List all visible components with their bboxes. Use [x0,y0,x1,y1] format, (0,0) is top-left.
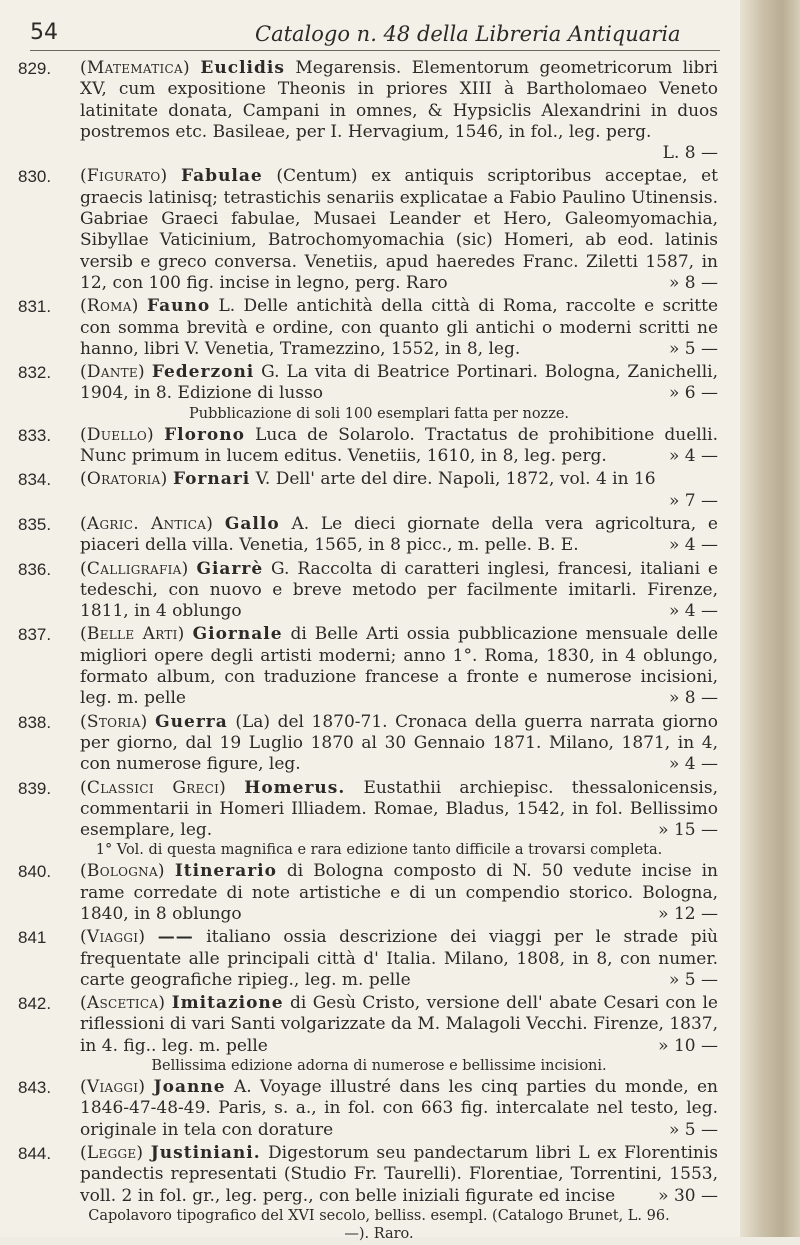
entry-price: » 6 — [668,383,718,404]
entry-subject: (Matematica) [80,58,190,78]
entry-author: —— [157,927,194,948]
entry-number: 834. [18,470,52,490]
entry-author: Giornale [192,624,283,645]
entry-subject: (Roma) [80,296,139,317]
entry-price: » 4 — [668,754,718,775]
entry-subject: (Storia) [80,711,148,732]
entry-price: L. 8 — [662,143,718,164]
catalogue-entry [18,778,718,860]
entry-note: 1° Vol. di questa magnifica e rara edizione tanto difficile a trovarsi completa. [95,842,663,859]
entry-author: Gallo [224,513,280,534]
entry-description: Eustathii archiepisc. thessalonicensis, commentarii in Homeri Illiadem. Romae, Bladus, 1542, in fol. Bellissimo esemplare, leg. [80,777,719,841]
entry-description: L. Delle antichità della città di Roma, raccolte e scritte con somma brevità e ordine, con quanto gli antichi o moderni scritti ne hanno, libri V. Venetia, Tramezzino, 1552, in 8, leg. [80,296,718,359]
entry-subject: (Bologna) [80,861,165,882]
page-edge [740,0,800,1237]
entry-subject: (Duello) [80,424,154,445]
entry-number: 832. [18,363,52,383]
entry-author: Justiniani. [150,1142,261,1163]
entry-note: Bellissima edizione adorna di numerose e bellissime incisioni. [151,1058,607,1075]
entry-number: 831. [18,297,52,317]
entry-author: Fornari [172,469,251,490]
entry-subject: (Figurato) [80,166,168,187]
entry-description: V. Dell' arte del dire. Napoli, 1872, vol. 4 in 16 [250,469,656,490]
entry-subject: (Ascetica) [80,993,166,1014]
catalogue-entry [18,58,718,164]
catalogue-entry [18,861,718,925]
entry-author: Homerus. [244,777,346,798]
entry-price: » 15 — [658,820,718,841]
page-header [30,14,720,51]
entry-price: » 7 — [668,490,718,511]
entry-number: 836. [18,559,52,579]
entry-price: » 4 — [668,446,718,467]
entry-price: » 10 — [658,1035,718,1056]
entry-subject: (Viaggi) [80,927,146,948]
entry-description: A. Voyage illustré dans les cinq parties du monde, en 1846-47-48-49. Paris, s. a., in fol. con 663 fig. intercalate nel testo, leg. originale in tela con dorature [80,1077,718,1140]
entry-price: » 8 — [668,688,718,709]
entry-author: Itinerario [174,861,277,882]
entry-author: Fabulae [181,166,263,187]
entry-price: » 5 — [668,969,718,990]
entry-number: 835. [18,514,52,534]
catalogue-entry [18,1077,718,1141]
entry-price: » 30 — [658,1185,718,1206]
entry-subject: (Dante) [80,362,145,383]
page-number: 54 [30,20,58,45]
catalogue-entry [18,624,718,709]
entry-number: 844. [18,1143,52,1163]
entry-subject: (Oratoria) [80,469,168,490]
entry-description: italiano ossia descrizione dei viaggi per le strade più frequentate alle principali città d' Italia. Milano, 1808, in 8, con numer. carte geografiche ripieg., leg. m. pelle [80,927,718,990]
entry-number: 841 [18,928,47,948]
catalogue-entry [18,296,718,360]
entry-number: 830. [18,167,52,187]
entry-price: » 12 — [658,903,718,924]
entry-author: Florono [164,424,245,445]
entry-subject: (Classici Greci) [80,777,227,798]
entry-price: » 4 — [668,535,718,556]
catalogue-entry [18,425,718,468]
entry-price: » 8 — [668,272,718,293]
running-title: Catalogo n. 48 della Libreria Antiquaria [255,22,681,46]
entry-note: Pubblicazione di soli 100 esemplari fatta per nozze. [188,405,570,422]
entry-subject: (Calligrafia) [80,558,189,579]
entry-author: Imitazione [171,993,284,1014]
entry-description: G. La vita di Beatrice Portinari. Bologna, Zanichelli, 1904, in 8. Edizione di lusso [80,362,719,404]
entry-author: Guerra [155,711,228,732]
entry-description: A. Le dieci giornate della vera agricoltura, e piaceri della villa. Venetia, 1565, in 8 picc., m. pelle. B. E. [80,513,718,556]
entry-subject: (Viaggi) [80,1077,146,1098]
entry-number: 840. [18,862,52,882]
catalogue-entry [18,559,718,623]
entry-author: Fauno [146,296,211,317]
entry-description: di Gesù Cristo, versione dell' abate Cesari con le riflessioni di vari Santi volgarizzate da M. Malagoli Vecchi. Firenze, 1837, in 4. fig.. leg. m. pelle [80,993,718,1056]
entry-description: G. Raccolta di caratteri inglesi, francesi, italiani e tedeschi, con nuovo e breve metodo per facilmente imitarli. Firenze, 1811, in 4 oblungo [80,558,718,622]
entry-description: Luca de Solarolo. Tractatus de prohibitione duelli. Nunc primum in lucem editus. Venetiis, 1610, in 8, leg. perg. [80,424,719,467]
entry-note: Capolavoro tipografico del XVI secolo, belliss. esempl. (Catalogo Brunet, L. 96.—). Raro. [88,1207,670,1242]
catalogue-entry [18,166,718,294]
catalogue-entry [18,993,718,1075]
entry-subject: (Legge) [80,1142,144,1163]
entry-price: » 5 — [668,338,718,359]
entry-description: Megarensis. Elementorum geometricorum libri XV, cum expositione Theonis in priores XIII à Bartholomaeo Veneto latinitate donata, Campani in omnes, & Hypsiclis Alexandrini in duos postremos etc. Basileae, per I. Hervagium, 1546, in fol., leg. perg. [80,58,718,142]
entry-price: » 5 — [668,1119,718,1140]
catalogue-entry [18,362,718,423]
entry-number: 837. [18,625,52,645]
entry-description: (La) del 1870-71. Cronaca della guerra narrata giorno per giorno, dal 19 Luglio 1870 al 30 Gennaio 1871. Milano, 1871, in 4, con numerose figure, leg. [80,711,718,775]
entry-number: 838. [18,712,52,732]
entry-description: di Bologna composto di N. 50 vedute incise in rame corredate di note artistiche e di un compendio storico. Bologna, 1840, in 8 oblungo [80,861,718,924]
catalogue-entry [18,469,718,512]
catalogue-entry [18,927,718,991]
catalogue-entries [18,58,718,1245]
entry-price: » 4 — [668,601,718,622]
entry-description: Digestorum seu pandectarum libri L ex Florentinis pandectis representati (Studio Fr. Taurelli). Florentiae, Torrentini, 1553, voll. 2 in fol. gr., leg. perg., con belle iniziali figurate ed incise [80,1142,718,1206]
entry-number: 829. [18,59,52,78]
entry-number: 839. [18,778,52,798]
entry-subject: (Agric. Antica) [80,513,214,534]
entry-number: 843. [18,1078,52,1098]
entry-description: (Centum) ex antiquis scriptoribus acceptae, et graecis latinisq; tetrastichis senariis explicatae a Fabio Paulino Utinensis. Gabriae Graeci fabulae, Musaei Leander et Hero, Galeomyomachia, Sibyllae Vaticinium, Batrochomyomachia (sic) Homeri, ab eod. latinis versib e greco conversa. Venetiis, apud haeredes Franc. Ziletti 1587, in 12, con 100 fig. incise in legno, perg. Raro [80,166,719,293]
entry-number: 833. [18,425,52,445]
entry-subject: (Belle Arti) [80,624,185,645]
entry-author: Giarrè [196,558,264,579]
entry-description: di Belle Arti ossia pubblicazione mensuale delle migliori opere degli artisti moderni; anno 1°. Roma, 1830, in 4 oblungo, formato album, con traduzione francese a fronte e numerose incisioni, leg. m. pelle [80,624,719,709]
entry-number: 842. [18,994,52,1014]
catalogue-entry [18,514,718,557]
catalogue-entry [18,1143,718,1243]
entry-author: Joanne [153,1077,226,1098]
catalogue-entry [18,712,718,776]
entry-author: Federzoni [151,362,255,383]
entry-author: Euclidis [200,58,285,78]
